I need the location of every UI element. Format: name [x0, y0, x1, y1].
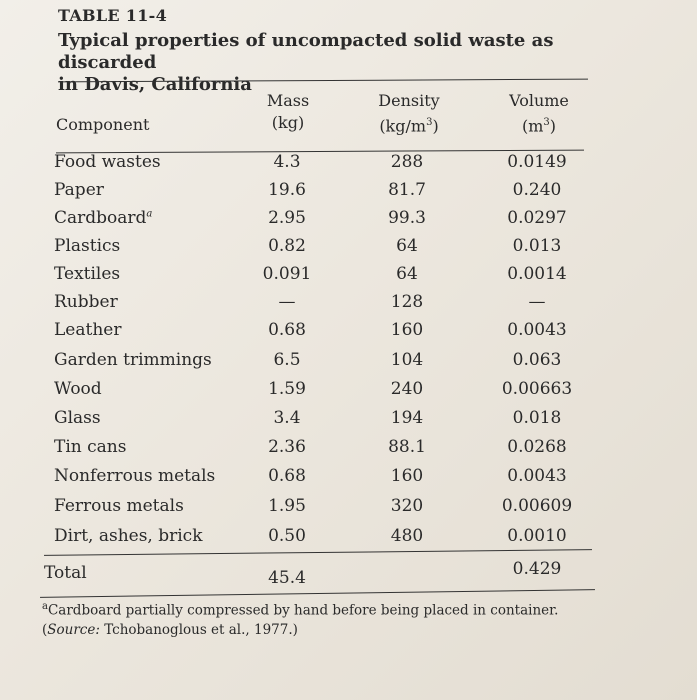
total-rule [44, 549, 592, 556]
total-volume: 0.429 [512, 559, 562, 579]
mass-cell: 6.5 [273, 350, 301, 370]
volume-cell: 0.0043 [507, 320, 567, 340]
bottom-rule [40, 589, 595, 598]
mass-cell: 0.68 [268, 466, 306, 486]
mass-cell: 1.95 [268, 496, 306, 516]
component-cell: Paper [54, 180, 104, 200]
density-cell: 320 [390, 496, 424, 516]
total-label: Total [44, 563, 87, 583]
volume-cell: 0.0149 [507, 152, 567, 172]
density-cell: 104 [390, 350, 424, 370]
volume-cell: 0.0297 [507, 208, 567, 228]
density-cell: 480 [390, 526, 424, 546]
component-cell: Wood [54, 379, 102, 399]
mass-cell: 0.68 [268, 320, 306, 340]
component-cell: Nonferrous metals [54, 466, 216, 486]
component-cell: Dirt, ashes, brick [54, 526, 203, 546]
volume-cell: 0.00609 [501, 496, 573, 516]
total-mass: 45.4 [268, 568, 306, 588]
volume-cell: 0.018 [512, 408, 562, 428]
table-title [58, 30, 618, 96]
table-label: TABLE 11-4 [58, 6, 168, 25]
volume-cell: 0.0010 [507, 526, 567, 546]
density-cell: 64 [396, 236, 418, 256]
header-density-unit: $(kg/m^3)$ [379, 116, 439, 136]
density-cell: 128 [390, 292, 424, 312]
table-title-line2: in Davis, California [58, 74, 252, 95]
component-cell: Garden trimmings [54, 350, 212, 370]
footnote-marker: a [146, 208, 153, 220]
component-cell: Tin cans [54, 437, 127, 457]
mass-cell: 4.3 [273, 152, 301, 172]
header-volume-label: Volume [509, 91, 569, 110]
density-cell: 64 [396, 264, 418, 284]
component-cell: Ferrous metals [54, 496, 184, 516]
header-mass [258, 90, 318, 134]
mass-cell: 0.091 [262, 264, 312, 284]
table-title-line1: Typical properties of uncompacted solid waste as discarded [58, 30, 554, 73]
header-volume [494, 90, 584, 137]
volume-cell: 0.0268 [507, 437, 567, 457]
density-cell: 194 [390, 408, 424, 428]
footnote-source: (Source: Tchobanoglous et al., 1977.) [42, 622, 298, 638]
volume-cell: 0.240 [512, 180, 562, 200]
volume-cell: 0.0043 [507, 466, 567, 486]
component-cell: Plastics [54, 236, 121, 256]
volume-cell: 0.0014 [507, 264, 567, 284]
volume-cell: — [528, 292, 546, 312]
density-cell: 88.1 [388, 437, 426, 457]
volume-cell: 0.00663 [501, 379, 573, 399]
header-component: Component [56, 115, 150, 134]
component-cell: Leather [54, 320, 122, 340]
volume-cell: 0.013 [512, 236, 562, 256]
mass-cell: 19.6 [268, 180, 306, 200]
component-cell: Glass [54, 408, 101, 428]
volume-cell: 0.063 [512, 350, 562, 370]
density-cell: 160 [390, 320, 424, 340]
header-mass-label: Mass [266, 91, 310, 110]
header-density-label: Density [378, 91, 440, 110]
mass-cell: 0.50 [268, 526, 306, 546]
component-cell: Textiles [54, 264, 121, 284]
footnote-a: $^a$Cardboard partially compressed by hand before being placed in container. [42, 601, 559, 619]
density-cell: 288 [390, 152, 424, 172]
mass-cell: 1.59 [268, 379, 306, 399]
density-cell: 81.7 [388, 180, 426, 200]
component-cell: Rubber [54, 292, 118, 312]
mass-cell: 2.36 [268, 437, 306, 457]
header-volume-unit: $(m^3)$ [521, 116, 557, 136]
density-cell: 240 [390, 379, 424, 399]
header-mass-unit: (kg) [271, 113, 305, 132]
component-cell: Cardboard$^a$ [54, 208, 153, 228]
mass-cell: — [278, 292, 296, 312]
header-density [364, 90, 454, 137]
mass-cell: 3.4 [273, 408, 301, 428]
component-cell: Food wastes [54, 152, 161, 172]
density-cell: 160 [390, 466, 424, 486]
density-cell: 99.3 [388, 208, 426, 228]
mass-cell: 0.82 [268, 236, 306, 256]
mass-cell: 2.95 [268, 208, 306, 228]
